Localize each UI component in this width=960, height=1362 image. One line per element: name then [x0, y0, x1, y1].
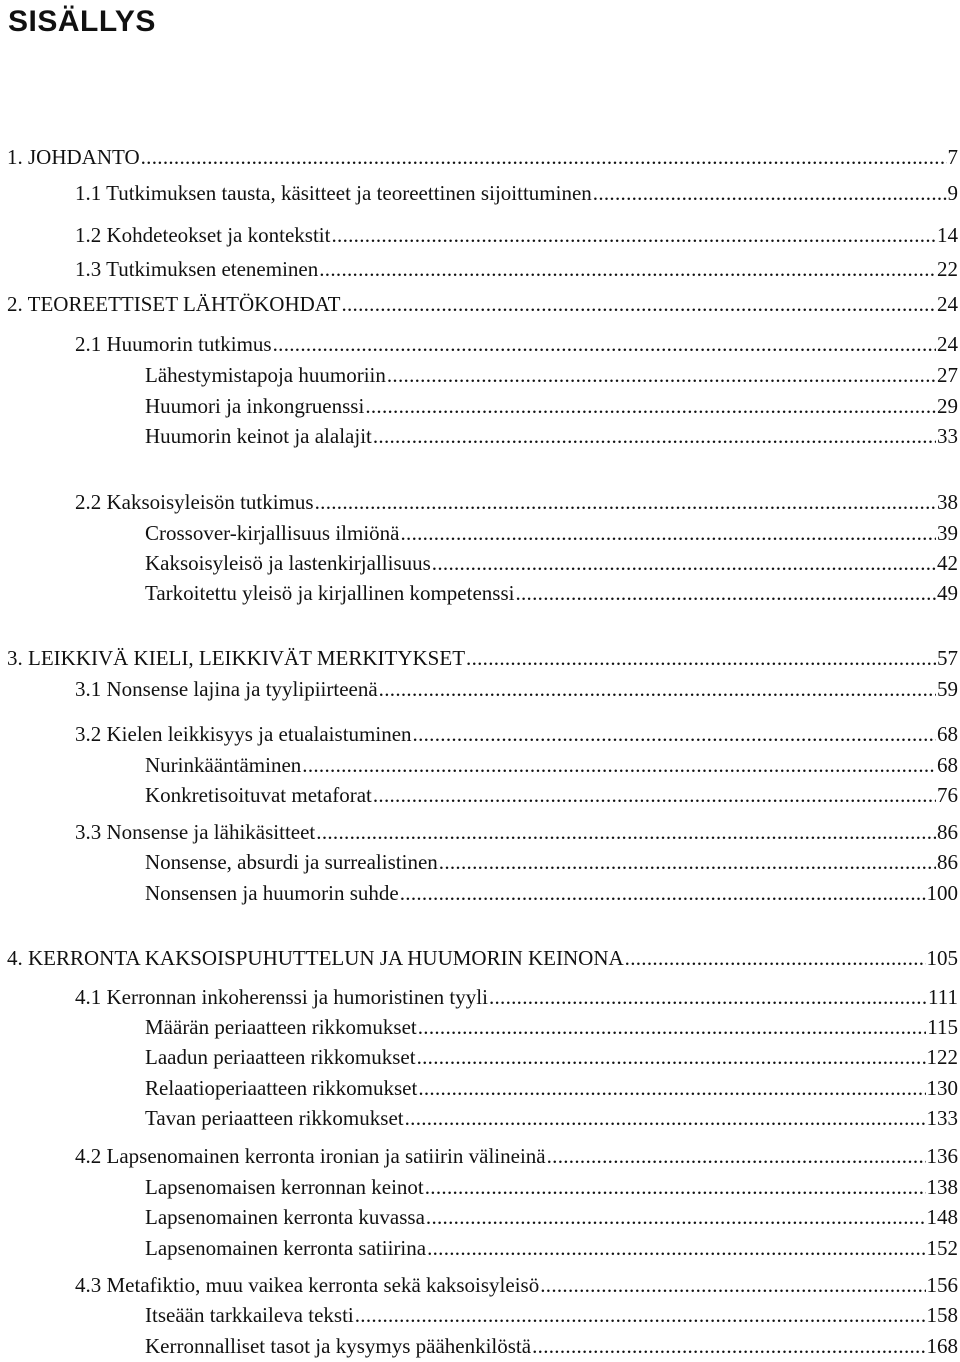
toc-dot-leader [466, 643, 936, 673]
toc-entry-line [7, 943, 958, 973]
toc-entry-line [145, 847, 958, 877]
toc-dot-leader [141, 142, 947, 172]
toc-dot-leader [373, 780, 936, 810]
toc-entry-label: Lähestymistapoja huumoriin [145, 363, 386, 387]
toc-entry[interactable] [0, 578, 960, 608]
toc-entry[interactable] [0, 220, 960, 250]
toc-entry[interactable] [0, 719, 960, 749]
toc-entry[interactable] [0, 943, 960, 973]
toc-entry-line [145, 1202, 958, 1232]
toc-entry-line [145, 1331, 958, 1361]
toc-dot-leader [405, 1103, 926, 1133]
toc-dot-leader [593, 178, 947, 208]
toc-dot-leader [373, 421, 936, 451]
toc-dot-leader [532, 1331, 925, 1361]
toc-page-number: 68 [937, 753, 958, 777]
toc-entry[interactable] [0, 1202, 960, 1232]
toc-entry[interactable] [0, 360, 960, 390]
toc-entry-label: Huumorin keinot ja alalajit [145, 424, 372, 448]
toc-dot-leader [341, 289, 936, 319]
toc-page-number: 38 [937, 490, 958, 514]
toc-entry-line [145, 1233, 958, 1263]
toc-entry-label: 4.1 Kerronnan inkoherenssi ja humoristinen tyyli [75, 985, 488, 1009]
toc-entry-label: Lapsenomainen kerronta satiirina [145, 1236, 427, 1260]
toc-entry-line [145, 878, 958, 908]
toc-dot-leader [316, 817, 936, 847]
toc-entry-line [145, 578, 958, 608]
toc-entry-line [145, 1042, 958, 1072]
toc-dot-leader [547, 1141, 926, 1171]
toc-dot-leader [413, 719, 936, 749]
toc-entry-label: Relaatioperiaatteen rikkomukset [145, 1076, 418, 1100]
toc-page-number: 168 [926, 1334, 958, 1358]
toc-entry[interactable] [0, 750, 960, 780]
toc-entry[interactable] [0, 1141, 960, 1171]
toc-entry-label: Itseään tarkkaileva teksti [145, 1303, 354, 1327]
toc-dot-leader [439, 847, 936, 877]
toc-page-number: 86 [937, 850, 958, 874]
toc-entry-label: 4. KERRONTA KAKSOISPUHUTTELUN JA HUUMORIN KEINONA [7, 946, 624, 970]
toc-dot-leader [425, 1172, 926, 1202]
toc-entry-label: 3.2 Kielen leikkisyys ja etualaistuminen [75, 722, 412, 746]
toc-page-number: 42 [937, 551, 958, 575]
toc-entry-line [145, 750, 958, 780]
toc-entry[interactable] [0, 178, 960, 208]
toc-entry-label: Tarkoitettu yleisö ja kirjallinen kompetenssi [145, 581, 515, 605]
toc-dot-leader [427, 1233, 925, 1263]
toc-entry-label: 4.3 Metafiktio, muu vaikea kerronta sekä kaksoisyleisö [75, 1273, 540, 1297]
toc-entry[interactable] [0, 289, 960, 319]
toc-page-number: 158 [926, 1303, 958, 1327]
toc-entry[interactable] [0, 643, 960, 673]
toc-entry[interactable] [0, 421, 960, 451]
toc-entry-label: Nurinkääntäminen [145, 753, 302, 777]
toc-page-number: 86 [937, 820, 958, 844]
toc-entry[interactable] [0, 1103, 960, 1133]
toc-dot-leader [365, 391, 936, 421]
toc-entry-line [75, 1141, 958, 1171]
toc-entry[interactable] [0, 1270, 960, 1300]
toc-entry-label: 4.2 Lapsenomainen kerronta ironian ja satiirin välineinä [75, 1144, 546, 1168]
toc-dot-leader [315, 487, 936, 517]
toc-page-number: 115 [927, 1015, 958, 1039]
toc-entry-line [145, 780, 958, 810]
toc-entry-line [145, 1073, 958, 1103]
toc-page-number: 111 [928, 985, 958, 1009]
toc-dot-leader [432, 548, 936, 578]
toc-dot-leader [331, 220, 936, 250]
toc-dot-leader [387, 360, 936, 390]
toc-page-number: 100 [926, 881, 958, 905]
toc-entry-line [75, 178, 958, 208]
toc-entry-label: 1.1 Tutkimuksen tausta, käsitteet ja teoreettinen sijoittuminen [75, 181, 592, 205]
toc-dot-leader [625, 943, 926, 973]
toc-entry-label: 1.3 Tutkimuksen eteneminen [75, 257, 319, 281]
toc-entry[interactable] [0, 329, 960, 359]
toc-entry-label: Nonsensen ja huumorin suhde [145, 881, 399, 905]
toc-entry[interactable] [0, 817, 960, 847]
toc-entry-label: 1. JOHDANTO [7, 145, 140, 169]
toc-entry[interactable] [0, 1331, 960, 1361]
toc-entry-line [75, 487, 958, 517]
toc-entry-line [145, 1172, 958, 1202]
toc-entry-line [75, 719, 958, 749]
toc-entry-label: Konkretisoituvat metaforat [145, 783, 372, 807]
toc-entry-line [145, 1012, 958, 1042]
toc-entry[interactable] [0, 1172, 960, 1202]
toc-entry-line [75, 1270, 958, 1300]
toc-entry-label: 3.1 Nonsense lajina ja tyylipiirteenä [75, 677, 378, 701]
toc-entry[interactable] [0, 982, 960, 1012]
toc-entry-label: Kaksoisyleisö ja lastenkirjallisuus [145, 551, 431, 575]
toc-entry-label: 3.3 Nonsense ja lähikäsitteet [75, 820, 316, 844]
toc-page-number: 136 [926, 1144, 958, 1168]
toc-dot-leader [418, 1012, 927, 1042]
toc-entry[interactable] [0, 1073, 960, 1103]
toc-entry[interactable] [0, 674, 960, 704]
toc-page-number: 68 [937, 722, 958, 746]
toc-entry[interactable] [0, 1300, 960, 1330]
toc-page-number: 24 [937, 292, 958, 316]
toc-entry-label: Kerronnalliset tasot ja kysymys päähenkilöstä [145, 1334, 532, 1358]
toc-entry[interactable] [0, 142, 960, 172]
toc-dot-leader [400, 878, 926, 908]
toc-dot-leader [319, 254, 936, 284]
toc-entry-line [145, 1300, 958, 1330]
toc-entry[interactable] [0, 518, 960, 548]
toc-page-number: 33 [937, 424, 958, 448]
toc-entry-label: 2.1 Huumorin tutkimus [75, 332, 272, 356]
toc-entry[interactable] [0, 1233, 960, 1263]
toc-entry-label: Määrän periaatteen rikkomukset [145, 1015, 417, 1039]
toc-entry-line [7, 289, 958, 319]
toc-entry[interactable] [0, 487, 960, 517]
toc-page-number: 57 [937, 646, 958, 670]
toc-entry[interactable] [0, 1012, 960, 1042]
toc-dot-leader [379, 674, 936, 704]
toc-entry-line [7, 643, 958, 673]
toc-entry-line [75, 329, 958, 359]
toc-entry[interactable] [0, 847, 960, 877]
toc-entry-label: 2.2 Kaksoisyleisön tutkimus [75, 490, 314, 514]
toc-entry-line [145, 421, 958, 451]
toc-entry-line [75, 817, 958, 847]
toc-page-number: 39 [937, 521, 958, 545]
toc-page-number: 156 [926, 1273, 958, 1297]
toc-entry-line [145, 391, 958, 421]
toc-entry-line [145, 1103, 958, 1133]
toc-entry-line [7, 142, 958, 172]
toc-dot-leader [515, 578, 936, 608]
toc-dot-leader [540, 1270, 925, 1300]
toc-entry[interactable] [0, 780, 960, 810]
toc-page-number: 130 [926, 1076, 958, 1100]
toc-entry-label: 1.2 Kohdeteokset ja kontekstit [75, 223, 331, 247]
toc-entry-label: Lapsenomaisen kerronnan keinot [145, 1175, 424, 1199]
toc-page-number: 27 [937, 363, 958, 387]
toc-entry-label: Tavan periaatteen rikkomukset [145, 1106, 404, 1130]
toc-entry-line [145, 518, 958, 548]
toc-entry[interactable] [0, 391, 960, 421]
toc-page-number: 22 [937, 257, 958, 281]
toc-entry-line [75, 982, 958, 1012]
toc-entry-label: Lapsenomainen kerronta kuvassa [145, 1205, 425, 1229]
toc-entry-label: Nonsense, absurdi ja surrealistinen [145, 850, 438, 874]
toc-dot-leader [355, 1300, 926, 1330]
toc-entry-line [75, 220, 958, 250]
toc-entry-line [145, 360, 958, 390]
page-title: SISÄLLYS [8, 5, 156, 38]
toc-entry-label: 2. TEOREETTISET LÄHTÖKOHDAT [7, 292, 341, 316]
toc-dot-leader [400, 518, 936, 548]
toc-dot-leader [426, 1202, 926, 1232]
toc-page-number: 105 [926, 946, 958, 970]
toc-page-number: 138 [926, 1175, 958, 1199]
toc-entry-line [75, 674, 958, 704]
toc-entry[interactable] [0, 878, 960, 908]
toc-dot-leader [302, 750, 936, 780]
toc-page-number: 24 [937, 332, 958, 356]
toc-entry-line [145, 548, 958, 578]
toc-entry-label: Huumori ja inkongruenssi [145, 394, 365, 418]
toc-entry[interactable] [0, 1042, 960, 1072]
toc-page-number: 122 [926, 1045, 958, 1069]
toc-entry[interactable] [0, 548, 960, 578]
toc-page-number: 14 [937, 223, 958, 247]
toc-entry-line [75, 254, 958, 284]
toc-page-number: 148 [926, 1205, 958, 1229]
toc-entry[interactable] [0, 254, 960, 284]
toc-dot-leader [418, 1073, 925, 1103]
toc-entry-label: 3. LEIKKIVÄ KIELI, LEIKKIVÄT MERKITYKSET [7, 646, 466, 670]
toc-page-number: 152 [926, 1236, 958, 1260]
toc-page-number: 29 [937, 394, 958, 418]
toc-page-number: 7 [947, 145, 958, 169]
toc-page-number: 59 [937, 677, 958, 701]
toc-dot-leader [417, 1042, 926, 1072]
toc-dot-leader [273, 329, 936, 359]
toc-page-number: 76 [937, 783, 958, 807]
toc-entry-label: Crossover-kirjallisuus ilmiönä [145, 521, 400, 545]
toc-page-number: 133 [926, 1106, 958, 1130]
toc-page-number: 49 [937, 581, 958, 605]
toc-entry-label: Laadun periaatteen rikkomukset [145, 1045, 416, 1069]
toc-dot-leader [489, 982, 927, 1012]
toc-page-number: 9 [947, 181, 958, 205]
